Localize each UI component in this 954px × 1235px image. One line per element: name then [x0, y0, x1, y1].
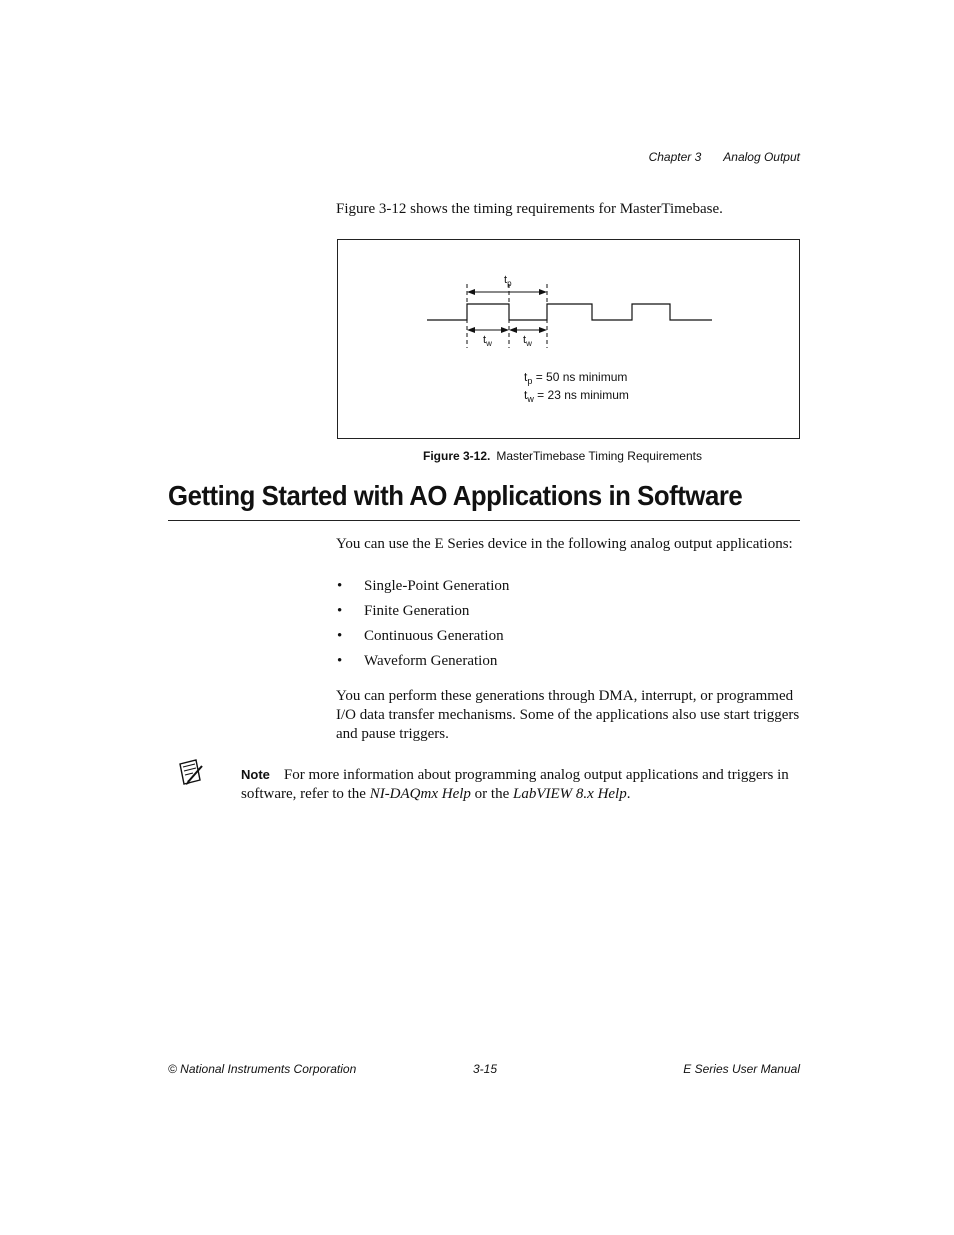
tw-requirement — [524, 388, 629, 404]
note-pencil-icon — [174, 758, 206, 788]
tp-arrowhead-right — [539, 289, 547, 295]
list-item: • Continuous Generation — [336, 627, 509, 652]
section-label: Analog Output — [723, 150, 800, 164]
list-item: • Finite Generation — [336, 602, 509, 627]
tw-label-1 — [483, 334, 492, 348]
tw-req-sub: w — [527, 394, 534, 404]
tw2-label-sub: w — [526, 339, 532, 348]
tw2-arrowhead-left — [509, 327, 517, 333]
application-list — [336, 577, 509, 677]
footer-manual-title: E Series User Manual — [683, 1062, 800, 1076]
figure-caption-text: MasterTimebase Timing Requirements — [496, 449, 702, 463]
timing-diagram — [338, 240, 799, 438]
heading-rule — [168, 520, 800, 521]
note-text-before: For more information about programming analog output applications and triggers in software, refer to the — [241, 767, 789, 802]
tp-req-sub: p — [527, 376, 533, 386]
tp-req-main: t — [524, 370, 528, 384]
section-paragraph-2: You can perform these generations through DMA, interrupt, or programmed I/O data transfer mechanisms. Some of the applications also use start triggers and pause triggers. — [336, 688, 800, 742]
note-text-middle: or the — [470, 786, 513, 802]
footer-page-number: 3-15 — [473, 1062, 498, 1076]
tw1-label-main: t — [483, 334, 487, 346]
tp-label-main: t — [504, 274, 508, 286]
tw2-arrowhead-right — [539, 327, 547, 333]
note-ref-labview: LabVIEW 8.x Help — [513, 786, 627, 802]
tp-req-rest: = 50 ns minimum — [532, 370, 628, 384]
tw1-arrowhead-left — [467, 327, 475, 333]
footer-copyright: © National Instruments Corporation — [168, 1062, 357, 1076]
note-text-after: . — [626, 786, 631, 802]
chapter-label: Chapter 3 — [648, 150, 702, 164]
clock-waveform — [427, 304, 712, 320]
figure-caption — [423, 449, 702, 463]
tw1-arrowhead-right — [501, 327, 509, 333]
tp-arrowhead-left — [467, 289, 475, 295]
intro-text: Figure 3-12 shows the timing requirements for MasterTimebase. — [336, 201, 723, 217]
tp-label-sub: p — [507, 279, 512, 288]
section-paragraph-1: You can use the E Series device in the following analog output applications: — [336, 536, 793, 552]
figure-caption-label: Figure 3-12. — [423, 449, 491, 463]
note-block — [241, 765, 801, 804]
note-ref-daqmx: NI-DAQmx Help — [369, 786, 471, 802]
tw-label-2 — [523, 334, 532, 348]
note-label: Note — [241, 767, 270, 782]
tw-req-main: t — [524, 388, 528, 402]
timing-figure — [337, 239, 800, 439]
running-head — [649, 150, 800, 164]
tp-label — [504, 274, 512, 288]
tp-requirement — [524, 370, 627, 386]
list-item: • Waveform Generation — [336, 652, 509, 677]
tw-req-rest: = 23 ns minimum — [533, 388, 629, 402]
tw2-label-main: t — [523, 334, 527, 346]
section-heading: Getting Started with AO Applications in Software — [168, 480, 743, 511]
tw1-label-sub: w — [486, 339, 492, 348]
list-item: • Single-Point Generation — [336, 577, 509, 602]
